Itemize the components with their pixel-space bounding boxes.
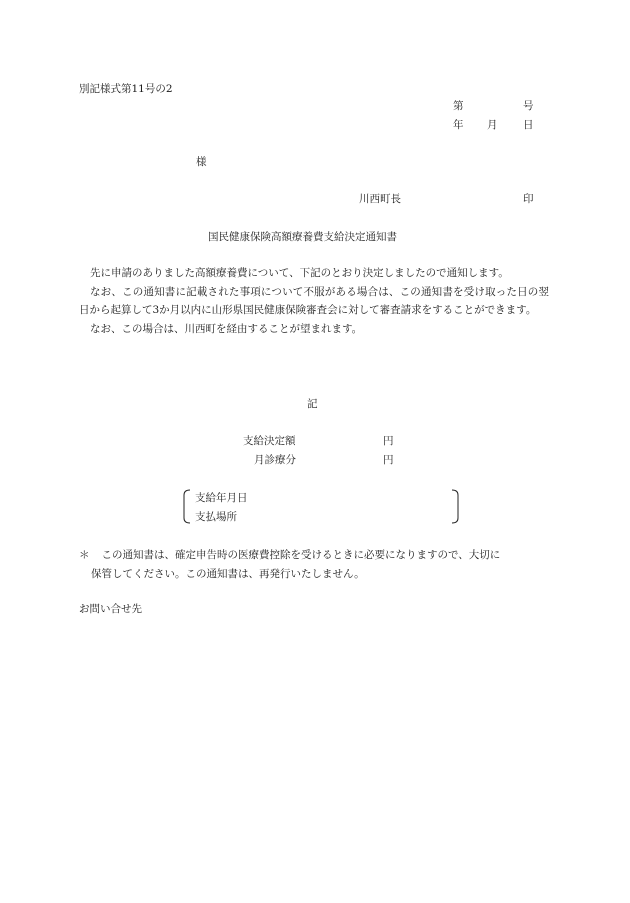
amount-label: 支給決定額 [243, 435, 296, 447]
issuer-seal: 印 [523, 193, 534, 205]
date-day: 日 [523, 119, 534, 131]
note [79, 546, 554, 584]
amount-unit: 円 [383, 435, 394, 447]
body-paragraph: なお、この通知書に記載された事項について不服がある場合は、この通知書を受け取った日の翌日から起算して3か月以内に山形県国民健康保険審査会に対して審査請求をすることができます。 [79, 285, 549, 317]
payment-place-label: 支払場所 [195, 511, 237, 523]
note-line-2: 保管してください。この通知書は、再発行いたしません。 [91, 568, 365, 580]
month-portion-label: 月診療分 [254, 454, 296, 466]
date-year: 年 [453, 119, 464, 131]
ki-heading: 記 [307, 398, 318, 410]
doc-number-prefix: 第 [453, 100, 464, 112]
form-number: 別記様式第11号の2 [79, 83, 173, 95]
payment-date-label: 支給年月日 [195, 492, 248, 504]
document-title: 国民健康保険高額療養費支給決定通知書 [208, 231, 397, 243]
left-bracket-icon [182, 489, 192, 524]
contact-label: お問い合せ先 [79, 603, 142, 615]
body-text [79, 264, 549, 338]
right-bracket-icon [450, 489, 460, 524]
date-month: 月 [487, 119, 498, 131]
note-line-1: この通知書は、確定申告時の医療費控除を受けるときに必要になりますので、大切に [101, 549, 501, 561]
body-paragraph: 先に申請のありました高額療養費について、下記のとおり決定しましたので通知します。 [90, 267, 509, 279]
addressee-suffix: 様 [196, 156, 207, 168]
doc-number-suffix: 号 [523, 100, 534, 112]
body-paragraph: なお、この場合は、川西町を経由することが望まれます。 [90, 322, 363, 335]
note-mark: ＊ [79, 549, 90, 561]
issuer-name: 川西町長 [359, 193, 401, 205]
month-portion-unit: 円 [383, 454, 394, 466]
